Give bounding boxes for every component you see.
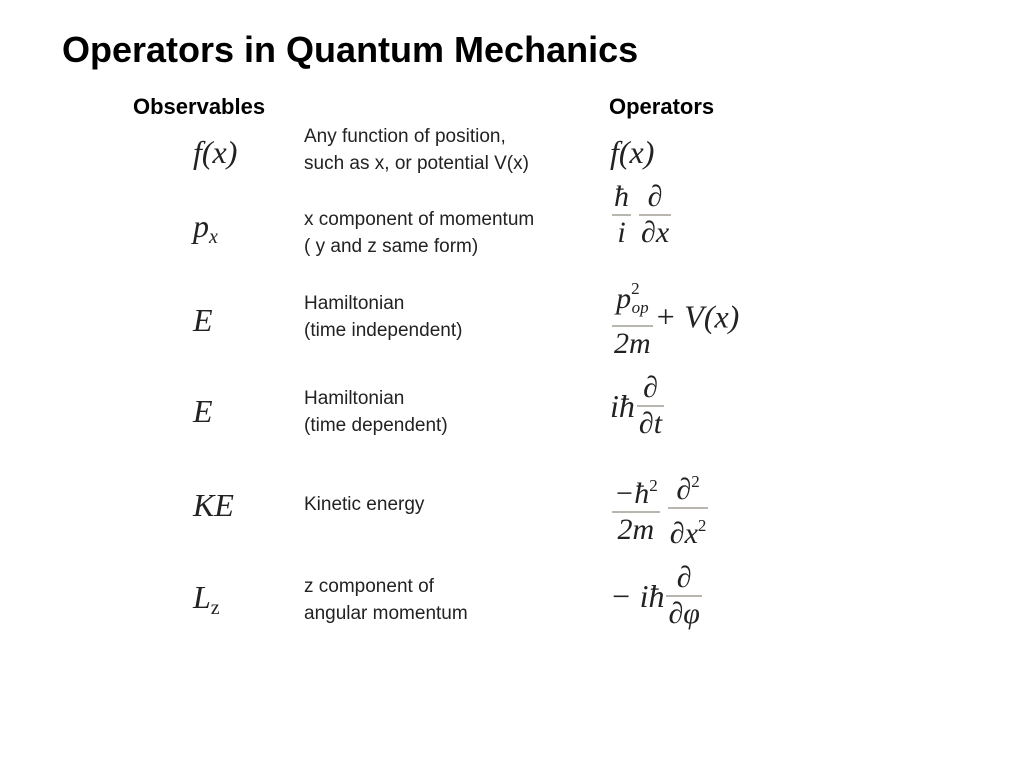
- operator-expression: [610, 465, 710, 551]
- observable-symbol: KE: [193, 487, 234, 523]
- fraction-partial-phi: $\frac{\partial}{\partial\varphi}$: [668, 561, 700, 630]
- observable-description: Any function of position, such as x, or potential V(x): [304, 126, 529, 174]
- fraction-p-squared-over-2m: $\frac{p^2_{op}}{2m}$: [614, 279, 651, 360]
- fraction-partial-x: $\frac{\partial}{\partial x}$: [641, 180, 670, 249]
- observable-symbol: E: [193, 302, 213, 338]
- operators-header: Operators: [609, 94, 715, 119]
- fraction-hbar-over-i: $\frac{ħ}{i}$: [614, 180, 629, 249]
- operator-expression: [610, 180, 673, 250]
- fraction-partial-t: $\frac{\partial}{\partial t}$: [638, 371, 663, 440]
- observables-header: Observables: [133, 94, 266, 119]
- slide-title: Operators in Quantum Mechanics: [62, 29, 639, 70]
- observable-description: z component of angular momentum: [304, 576, 468, 624]
- operator-expression: $\frac{p^2_{op}}{2m}$ + V(x): [610, 272, 739, 361]
- observable-description: Hamiltonian (time independent): [304, 293, 463, 341]
- observable-symbol: f(x): [193, 134, 238, 170]
- fraction-minus-hbar-squared-over-2m: $\frac{-ħ^2}{2m}$: [614, 476, 658, 546]
- observable-description: Hamiltonian (time dependent): [304, 388, 448, 436]
- observable-symbol: $L_z$: [193, 579, 220, 619]
- operator-expression: f(x): [610, 134, 655, 170]
- observable-symbol: $p_x$: [193, 208, 218, 248]
- observable-symbol: E: [193, 393, 213, 429]
- observable-description: x component of momentum ( y and z same form): [304, 209, 535, 257]
- operator-expression: iħ $\frac{\partial}{\partial t}$: [610, 371, 663, 440]
- fraction-second-partial-x: $\frac{\partial^2}{\partial x^2}$: [669, 472, 707, 550]
- operator-expression: − iħ $\frac{\partial}{\partial\varphi}$: [610, 561, 700, 630]
- observable-description: Kinetic energy: [304, 494, 425, 515]
